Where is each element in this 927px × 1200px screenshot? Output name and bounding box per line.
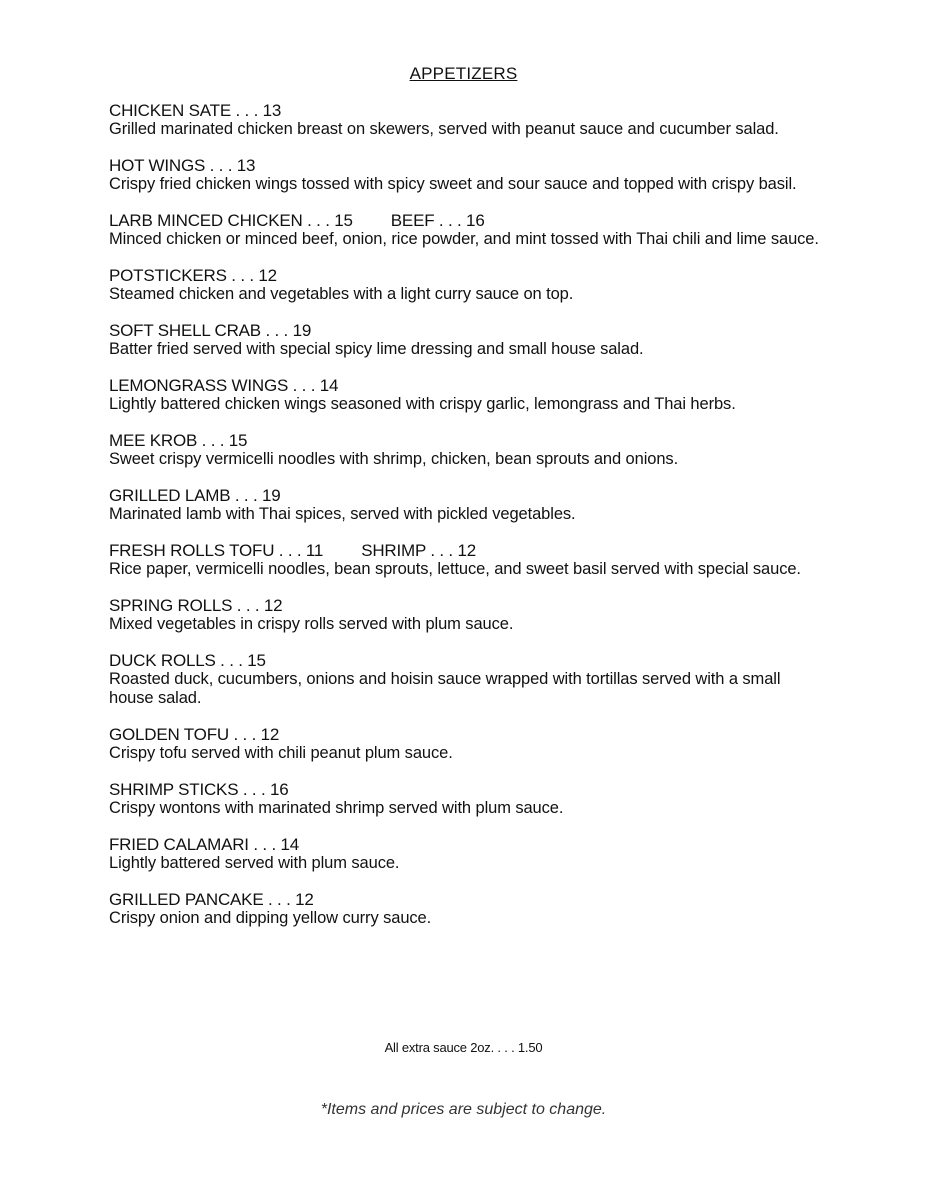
menu-item xyxy=(109,431,829,469)
item-description: Crispy onion and dipping yellow curry sauce. xyxy=(109,909,432,927)
item-description: Roasted duck, cucumbers, onions and hoisin sauce wrapped with tortillas served with a small house salad. xyxy=(109,670,781,707)
item-name-price: GOLDEN TOFU . . . 12 xyxy=(109,725,280,744)
item-name-price: GRILLED PANCAKE . . . 12 xyxy=(109,890,314,909)
item-name-price: POTSTICKERS . . . 12 xyxy=(109,266,277,285)
item-description: Batter fried served with special spicy lime dressing and small house salad. xyxy=(109,340,644,358)
item-description: Crispy tofu served with chili peanut plum sauce. xyxy=(109,744,453,762)
menu-item xyxy=(109,541,829,579)
item-name-price: SOFT SHELL CRAB . . . 19 xyxy=(109,321,312,340)
item-description: Lightly battered chicken wings seasoned with crispy garlic, lemongrass and Thai herbs. xyxy=(109,395,736,413)
item-description: Sweet crispy vermicelli noodles with shrimp, chicken, bean sprouts and onions. xyxy=(109,450,679,468)
item-name-price: SPRING ROLLS . . . 12 xyxy=(109,596,283,615)
item-name-price: CHICKEN SATE . . . 13 xyxy=(109,101,282,120)
item-name-price: GRILLED LAMB . . . 19 xyxy=(109,486,281,505)
item-description: Marinated lamb with Thai spices, served with pickled vegetables. xyxy=(109,505,576,523)
item-name-price: FRESH ROLLS TOFU . . . 11 xyxy=(109,541,324,560)
item-name-price: HOT WINGS . . . 13 xyxy=(109,156,256,175)
item-name-price-row xyxy=(109,541,829,560)
item-description: Minced chicken or minced beef, onion, rice powder, and mint tossed with Thai chili and lime sauce. xyxy=(109,230,819,248)
extra-sauce-note: All extra sauce 2oz. . . . 1.50 xyxy=(384,1040,543,1055)
price-disclaimer: *Items and prices are subject to change. xyxy=(320,1101,607,1118)
item-name-price: LARB MINCED CHICKEN . . . 15 xyxy=(109,211,353,230)
menu-item xyxy=(109,101,829,139)
item-name-price-row xyxy=(109,211,829,230)
menu-item xyxy=(109,486,829,524)
menu-item xyxy=(109,725,829,763)
menu-item xyxy=(109,596,829,634)
menu-item xyxy=(109,156,829,194)
item-description: Mixed vegetables in crispy rolls served with plum sauce. xyxy=(109,615,514,633)
appetizer-list xyxy=(109,101,829,945)
item-description: Crispy wontons with marinated shrimp served with plum sauce. xyxy=(109,799,564,817)
item-name-price: MEE KROB . . . 15 xyxy=(109,431,248,450)
item-description: Crispy fried chicken wings tossed with spicy sweet and sour sauce and topped with crispy basil. xyxy=(109,175,797,193)
menu-item xyxy=(109,890,829,928)
menu-item xyxy=(109,376,829,414)
menu-item xyxy=(109,835,829,873)
section-title: APPETIZERS xyxy=(409,64,518,83)
menu-item xyxy=(109,780,829,818)
menu-item xyxy=(109,211,829,249)
item-alt-price: SHRIMP . . . 12 xyxy=(361,541,476,560)
item-alt-price: BEEF . . . 16 xyxy=(390,211,485,230)
item-description: Rice paper, vermicelli noodles, bean sprouts, lettuce, and sweet basil served with special sauce. xyxy=(109,560,801,578)
item-name-price: SHRIMP STICKS . . . 16 xyxy=(109,780,289,799)
item-description: Steamed chicken and vegetables with a light curry sauce on top. xyxy=(109,285,574,303)
item-description: Grilled marinated chicken breast on skewers, served with peanut sauce and cucumber salad. xyxy=(109,120,779,138)
menu-item xyxy=(109,321,829,359)
menu-item xyxy=(109,266,829,304)
item-name-price: DUCK ROLLS . . . 15 xyxy=(109,651,266,670)
item-description: Lightly battered served with plum sauce. xyxy=(109,854,400,872)
item-name-price: FRIED CALAMARI . . . 14 xyxy=(109,835,300,854)
menu-item xyxy=(109,651,829,708)
item-name-price: LEMONGRASS WINGS . . . 14 xyxy=(109,376,339,395)
